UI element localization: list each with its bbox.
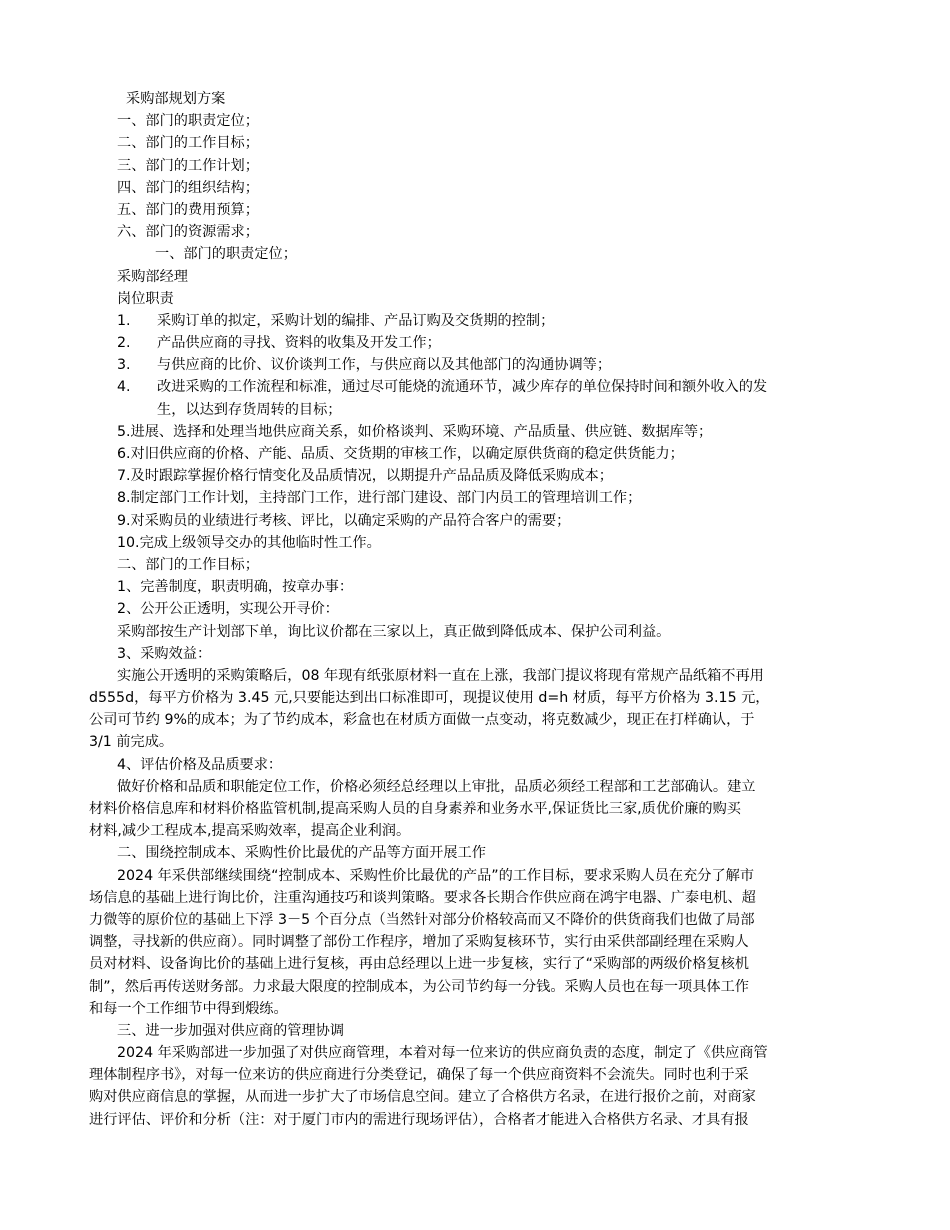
role-title: 采购部经理 bbox=[117, 268, 188, 285]
paragraph-line: 制”，然后再传送财务部。力求最大限度的控制成本，为公司节约每一分钱。采购人员也在每一项具体工作 bbox=[89, 978, 749, 995]
toc-item: 一、部门的职责定位； bbox=[117, 113, 259, 130]
paragraph-line: d555d，每平方价格为 3.45 元,只要能达到出口标准即可，现提议使用 d=h 材质，每平方价格为 3.15 元， bbox=[89, 690, 770, 707]
toc-item: 五、部门的费用预算； bbox=[117, 201, 259, 218]
duty-item: 9.对采购员的业绩进行考核、评比，以确定采购的产品符合客户的需要； bbox=[117, 512, 571, 529]
duty-number: 3. bbox=[117, 357, 131, 374]
duty-number: 4. bbox=[117, 379, 131, 396]
section-heading: 二、围绕控制成本、采购性价比最优的产品等方面开展工作 bbox=[117, 845, 486, 862]
paragraph-line: 购对供应商信息的掌握，从而进一步扩大了市场信息空间。建立了合格供方名录，在进行报价之前，对商家 bbox=[89, 1089, 756, 1106]
duty-item: 5.进展、选择和处理当地供应商关系，如价格谈判、采购环境、产品质量、供应链、数据库等； bbox=[117, 423, 713, 440]
toc-item: 三、部门的工作计划； bbox=[117, 157, 259, 174]
duties-heading: 岗位职责 bbox=[117, 290, 174, 307]
toc-item: 二、部门的工作目标； bbox=[117, 135, 259, 152]
paragraph-line: 3/1 前完成。 bbox=[89, 734, 174, 751]
paragraph-line: 员对材料、设备询比价的基础上进行复核，再由总经理以上进一步复核，实行了“采购部的两级价格复核机 bbox=[89, 956, 749, 973]
duty-item: 8.制定部门工作计划，主持部门工作，进行部门建设、部门内员工的管理培训工作； bbox=[117, 490, 642, 507]
duty-text-continued: 生，以达到存货周转的目标； bbox=[157, 401, 342, 418]
duty-item: 10.完成上级领导交办的其他临时性工作。 bbox=[117, 534, 381, 551]
duty-item bbox=[117, 354, 862, 376]
section-heading: 三、进一步加强对供应商的管理协调 bbox=[117, 1022, 345, 1039]
duty-item bbox=[117, 376, 862, 398]
paragraph-line: 2024 年采购部进一步加强了对供应商管理，本着对每一位来访的供应商负责的态度，制定了《供应商管 bbox=[117, 1045, 768, 1062]
duty-text: 改进采购的工作流程和标准，通过尽可能烧的流通环节，减少库存的单位保持时间和额外收入的发 bbox=[157, 379, 768, 396]
duty-text: 产品供应商的寻找、资料的收集及开发工作； bbox=[157, 335, 441, 352]
section-heading: 二、部门的工作目标； bbox=[117, 556, 259, 573]
paragraph-line: 力微等的原价位的基础上下浮 3－5 个百分点（当然针对部分价格较高而又不降价的供货商我们也做了局部 bbox=[89, 911, 755, 928]
goal-item: 1、完善制度，职责明确，按章办事： bbox=[117, 579, 354, 596]
paragraph-line: 材料,减少工程成本,提高采购效率，提高企业利润。 bbox=[89, 823, 411, 840]
paragraph-line: 场信息的基础上进行询比价，注重沟通技巧和谈判策略。要求各长期合作供应商在鸿宇电器、广泰电机、超 bbox=[89, 889, 756, 906]
toc-item: 四、部门的组织结构； bbox=[117, 179, 259, 196]
paragraph-line: 实施公开透明的采购策略后，08 年现有纸张原材料一直在上涨，我部门提议将现有常规产品纸箱不再用 bbox=[117, 667, 764, 684]
duty-item: 6.对旧供应商的价格、产能、品质、交货期的审核工作，以确定原供货商的稳定供货能力； bbox=[117, 446, 684, 462]
paragraph-line: 采购部按生产计划部下单，询比议价都在三家以上，真正做到降低成本、保护公司利益。 bbox=[117, 623, 671, 640]
duty-item: 7.及时跟踪掌握价格行情变化及品质情况，以期提升产品品质及降低采购成本； bbox=[117, 468, 613, 485]
paragraph-line: 公司可节约 9%的成本；为了节约成本，彩盒也在材质方面做一点变动，将克数减少，现正在打样确认，于 bbox=[89, 712, 755, 729]
section-heading: 一、部门的职责定位； bbox=[155, 246, 297, 263]
duty-number: 1. bbox=[117, 312, 131, 329]
duty-item bbox=[117, 310, 862, 332]
duty-item bbox=[117, 332, 862, 354]
document-title: 采购部规划方案 bbox=[126, 91, 226, 107]
duty-number: 2. bbox=[117, 335, 131, 352]
paragraph-line: 2024 年采供部继续围绕“控制成本、采购性价比最优的产品”的工作目标，要求采购人员在充分了解市 bbox=[117, 867, 755, 884]
paragraph-line: 做好价格和品质和职能定位工作，价格必须经总经理以上审批，品质必须经工程部和工艺部确认。建立 bbox=[117, 778, 756, 795]
goal-item: 2、公开公正透明，实现公开寻价： bbox=[117, 601, 339, 618]
goal-item: 4、评估价格及品质要求： bbox=[117, 756, 283, 773]
paragraph-line: 和每一个工作细节中得到煅练。 bbox=[89, 1000, 288, 1017]
toc-item: 六、部门的资源需求； bbox=[117, 224, 259, 241]
paragraph-line: 理体制程序书》，对每一位来访的供应商进行分类登记，确保了每一个供应商资料不会流失。同时也利于采 bbox=[89, 1067, 749, 1084]
paragraph-line: 进行评估、评价和分析（注：对于厦门市内的需进行现场评估），合格者才能进入合格供方名录、才具有报 bbox=[89, 1111, 749, 1128]
goal-item: 3、采购效益： bbox=[117, 645, 212, 662]
paragraph-line: 材料价格信息库和材料价格监管机制,提高采购人员的自身素养和业务水平,保证货比三家,质优价廉的购买 bbox=[89, 801, 741, 817]
paragraph-line: 调整，寻找新的供应商）。同时调整了部份工作程序，增加了采购复核环节，实行由采供部副经理在采购人 bbox=[89, 934, 749, 951]
document-page bbox=[89, 88, 862, 1131]
duty-text: 与供应商的比价、议价谈判工作，与供应商以及其他部门的沟通协调等； bbox=[157, 357, 612, 374]
duty-text: 采购订单的拟定，采购计划的编排、产品订购及交货期的控制； bbox=[157, 312, 555, 329]
